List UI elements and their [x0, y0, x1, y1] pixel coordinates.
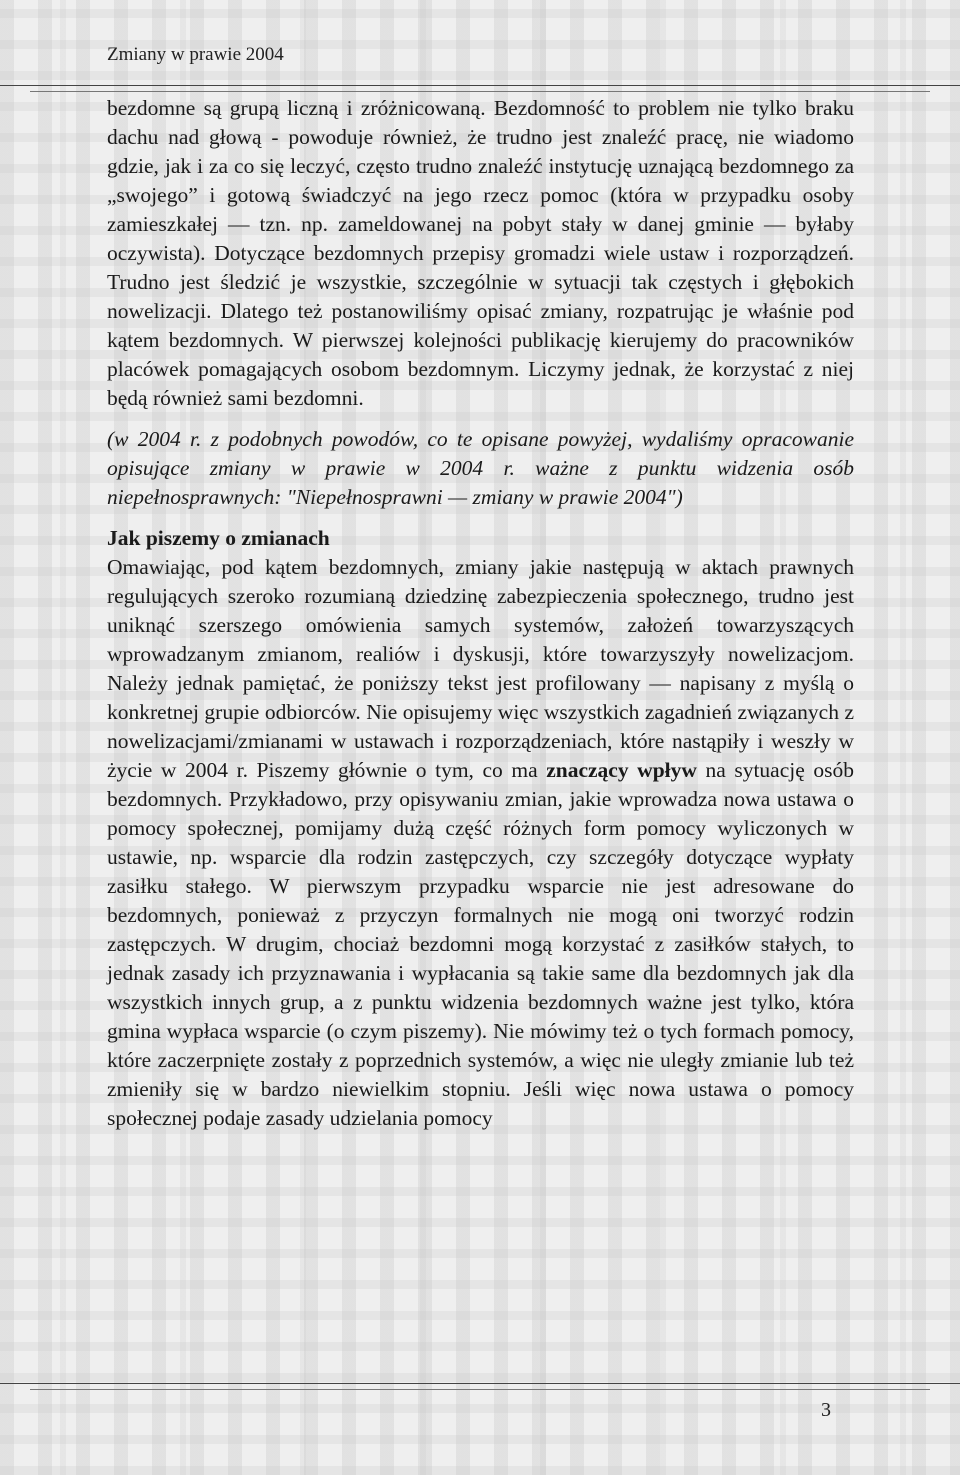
- emphasis-bold: znaczący wpływ: [546, 758, 697, 782]
- footer-rule: [0, 1383, 960, 1384]
- paragraph-main: [107, 553, 854, 1133]
- italic-note: (w 2004 r. z podobnych powodów, co te opisane powyżej, wydaliśmy opracowanie opisujące zmiany w prawie w 2004 r. ważne z punktu widzenia osób niepełnosprawnych: "Niepełnosprawni — zmiany w prawie 2004"): [107, 427, 854, 509]
- header-rule-secondary: [30, 91, 930, 92]
- footer-rule-secondary: [30, 1389, 930, 1390]
- paragraph-main-part-1: Omawiając, pod kątem bezdomnych, zmiany jakie następują w aktach prawnych regulujących szeroko rozumianą dziedzinę zabezpieczenia społecznego, trudno jest uniknąć szerszego omówienia samych systemów, założeń towarzyszących wprowadzanym zmianom, realiów i dyskusji, które towarzyszyły nowelizacjom. Należy jednak pamiętać, że poniższy tekst jest profilowany — napisany z myślą o konkretnej grupie odbiorców. Nie opisujemy więc wszystkich zagadnień związanych z nowelizacjami/zmianami w ustawach i rozporządzeniach, które nastąpiły i weszły w życie w 2004 r. Piszemy głównie o tym, co ma: [107, 555, 854, 782]
- section-heading: Jak piszemy o zmianach: [107, 526, 330, 550]
- body-text: [107, 94, 854, 1133]
- paragraph-intro: bezdomne są grupą liczną i zróżnicowaną. Bezdomność to problem nie tylko braku dachu nad głową - powoduje również, że trudno jest znaleźć pracę, nie wiadomo gdzie, jak i za co się leczyć, często trudno znaleźć instytucję uznającą bezdomnego za „swojego” i gotową świadczyć na jego rzecz pomoc (która w przypadku osoby zamieszkałej — tzn. np. zameldowanej na pobyt stały w danej gminie — byłaby oczywista). Dotyczące bezdomnych przepisy gromadzi wiele ustaw i rozporządzeń. Trudno jest śledzić je wszystkie, szczególnie w sytuacji tak częstych i głębokich nowelizacji. Dlatego też postanowiliśmy opisać zmiany, rozpatrując je właśnie pod kątem bezdomnych. W pierwszej kolejności publikację kierujemy do pracowników placówek pomagających osobom bezdomnym. Liczymy jednak, że korzystać z niej będą również sami bezdomni.: [107, 96, 854, 410]
- page-number: 3: [821, 1399, 831, 1421]
- paragraph-main-part-2: na sytuację osób bezdomnych. Przykładowo, przy opisywaniu zmian, jakie wprowadza nowa ustawa o pomocy społecznej, pomijamy dużą część różnych form pomocy wyliczonych w ustawie, np. wsparcie dla rodzin zastępczych, czy szczegóły dotyczące wypłaty zasiłku stałego. W pierwszym przypadku wsparcie nie jest adresowane do bezdomnych, ponieważ z przyczyn formalnych nie mogą oni tworzyć rodzin zastępczych. W drugim, chociaż bezdomni mogą korzystać z zasiłków stałych, to jednak zasady ich przyznawania i wypłacania są takie same dla bezdomnych jak dla wszystkich innych grup, a z punktu widzenia bezdomnych ważne jest tylko, która gmina wypłaca wsparcie (o czym piszemy). Nie mówimy też o tych formach pomocy, które zaczerpnięte zostały z poprzednich systemów, a więc nie uległy zmianie lub też zmieniły się w bardzo niewielkim stopniu. Jeśli więc nowa ustawa o pomocy społecznej podaje zasady udzielania pomocy: [107, 758, 854, 1130]
- header-rule: [0, 85, 960, 86]
- running-title: Zmiany w prawie 2004: [107, 44, 284, 65]
